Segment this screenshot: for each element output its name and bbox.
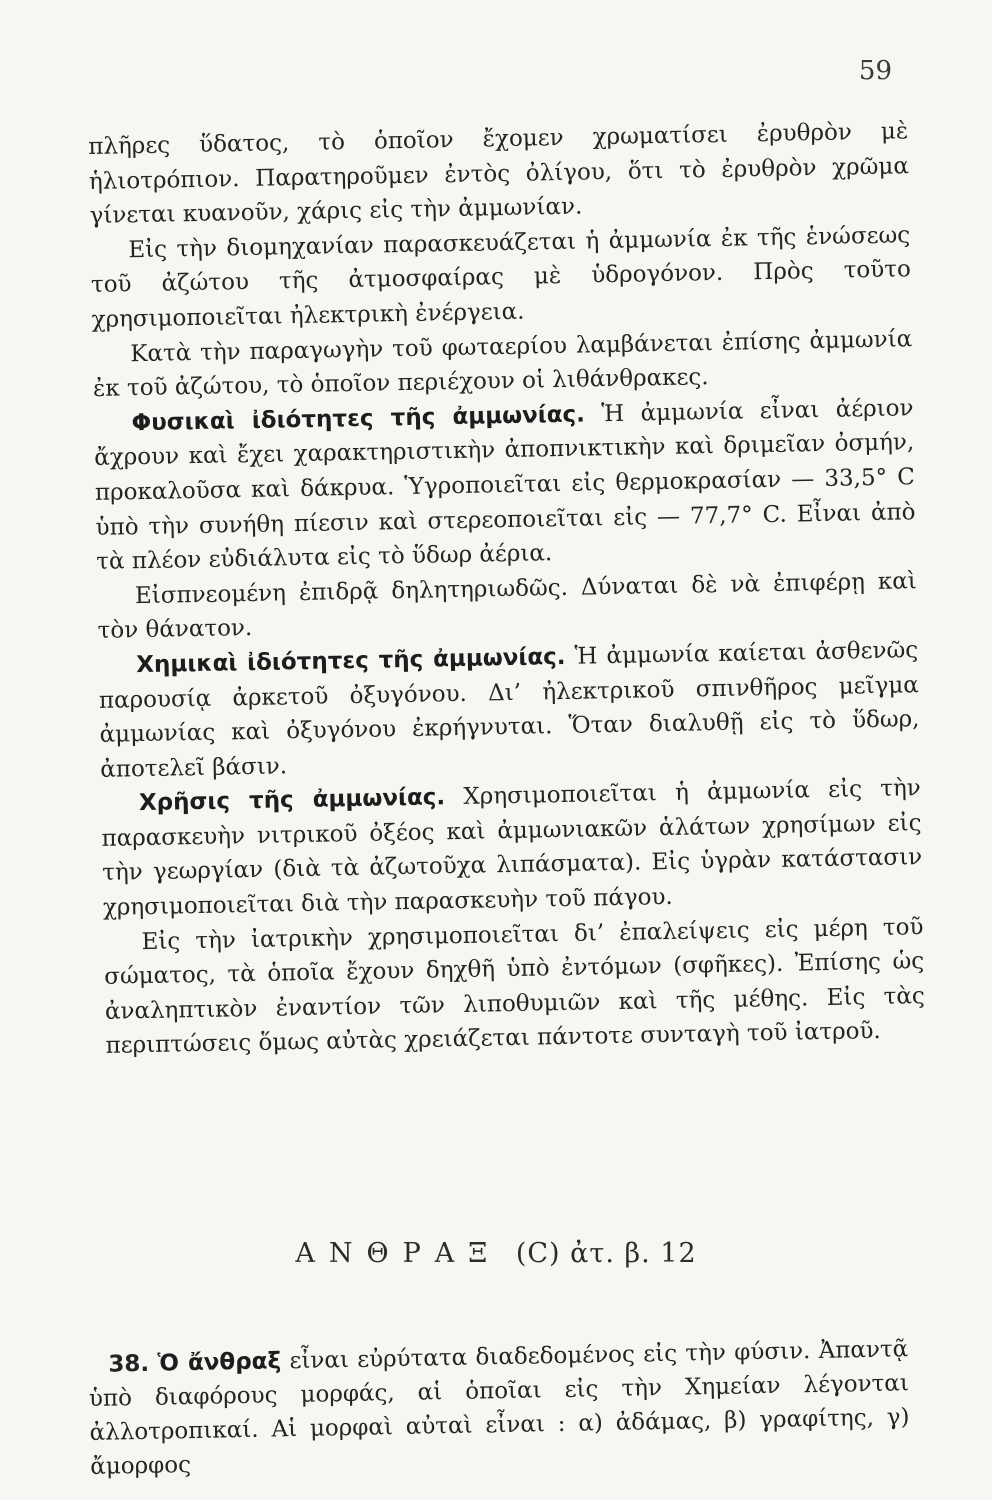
paragraph-1: πλῆρες ὕδατος, τὸ ὁποῖον ἔχομεν χρωματίσει ἐρυθρὸν μὲ ἡλιοτρόπιον. Παρατηροῦμεν ἐντὸς ὀλίγου, ὅτι τὸ ἐρυθρὸν χρῶμα γίνεται κυανοῦν, χάρις εἰς τὴν ἀμμωνίαν. (88, 118, 910, 230)
body-text (88, 114, 926, 1064)
uses-heading: Χρῆσις τῆς ἀμμωνίας. (138, 784, 446, 817)
paragraph-chemical-properties (98, 633, 921, 787)
page-number: 59 (858, 56, 892, 86)
paragraph-uses (101, 771, 924, 925)
chemical-properties-text: Ἡ ἀμμωνία καίεται ἀσθενῶς παρουσίᾳ ἀρκετοῦ ὀξυγόνου. Δι’ ἠλεκτρικοῦ σπινθῆρος μεῖγμα ἀμμωνίας καὶ ὀξυγόνου ἐκρήγνυται. Ὅταν διαλυθῇ εἰς τὸ ὕδωρ, ἀποτελεῖ βάσιν. (98, 637, 920, 783)
section-text: εἶναι εὐρύτατα διαδεδομένος εἰς τὴν φύσιν. Ἀπαντᾷ ὑπὸ διαφόρους μορφάς, αἱ ὁποῖαι εἰς τὴν Χημείαν λέγονται ἀλλοτροπικαί. Αἱ μορφαὶ αὐταὶ εἶναι : α) ἀδάμας, β) γραφίτης, γ) ἄμορφος (88, 1336, 910, 1480)
physical-properties-text: Ἡ ἀμμωνία εἶναι ἀέριον ἄχρουν καὶ ἔχει χαρακτηριστικὴν ἀποπνικτικὴν καὶ δριμεῖαν ὀσμήν, προκαλοῦσα καὶ δάκρυα. Ὑγροποιεῖται εἰς θερμοκρασίαν — 33,5° C ὑπὸ τὴν συνήθη πίεσιν καὶ στερεοποιεῖται εἰς — 77,7° C. Εἶναι ἀπὸ τὰ πλέον εὐδιάλυτα εἰς τὸ ὕδωρ ἀέρια. (94, 394, 916, 576)
paragraph-2: Εἰς τὴν διομηχανίαν παρασκευάζεται ἡ ἀμμωνία ἐκ τῆς ἑνώσεως τοῦ ἀζώτου τῆς ἀτμοσφαίρας μὲ ὑδρογόνον. Πρὸς τοῦτο χρησιμοποιεῖται ἠλεκτρικὴ ἐνέργεια. (90, 222, 912, 333)
section-38 (88, 1332, 910, 1484)
physical-properties-heading: Φυσικαὶ ἰδιότητες τῆς ἀμμωνίας. (131, 401, 586, 436)
chapter-title-main: ΑΝΘΡΑΞ (295, 1238, 502, 1269)
paragraph-5: Εἰσπνεομένη ἐπιδρᾷ δηλητηριωδῶς. Δύναται δὲ νὰ ἐπιφέρῃ καὶ τὸν θάνατον. (97, 567, 918, 645)
section-number: 38. (108, 1350, 150, 1378)
chapter-title-subtitle: (C) ἀτ. β. 12 (515, 1238, 697, 1269)
section-38-paragraph (88, 1332, 910, 1484)
paragraph-physical-properties (93, 391, 916, 580)
paragraph-8: Εἰς τὴν ἰατρικὴν χρησιμοποιεῖται δι’ ἐπαλείψεις εἰς μέρη τοῦ σώματος, τὰ ὁποῖα ἔχουν δηχθῆ ὑπὸ ἐντόμων (σφῆκες). Ἐπίσης ὡς ἀναληπτικὸν ἐναντίον τῶν λιποθυμιῶν καὶ τῆς μέθης. Εἰς τὰς περιπτώσεις ὅμως αὐτὰς χρειάζεται πάντοτε συνταγὴ τοῦ ἰατροῦ. (104, 913, 926, 1060)
uses-text: Χρησιμοποιεῖται ἡ ἀμμωνία εἰς τὴν παρασκευὴν νιτρικοῦ ὀξέος καὶ ἀμμωνιακῶν ἁλάτων χρησίμων εἰς τὴν γεωργίαν (διὰ τὰ ἀζωτοῦχα λιπάσματα). Εἰς ὑγρὰν κατάστασιν χρησιμοποιεῖται διὰ τὴν παρασκευὴν τοῦ πάγου. (101, 775, 923, 921)
paragraph-3: Κατὰ τὴν παραγωγὴν τοῦ φωταερίου λαμβάνεται ἐπίσης ἀμμωνία ἐκ τοῦ ἀζώτου, τὸ ὁποῖον περιέχουν οἱ λιθάνθρακες. (92, 325, 913, 403)
section-heading: Ὁ ἄνθραξ (157, 1348, 282, 1377)
chapter-title (0, 1238, 992, 1269)
chemical-properties-heading: Χημικαὶ ἰδιότητες τῆς ἀμμωνίας. (136, 643, 566, 679)
